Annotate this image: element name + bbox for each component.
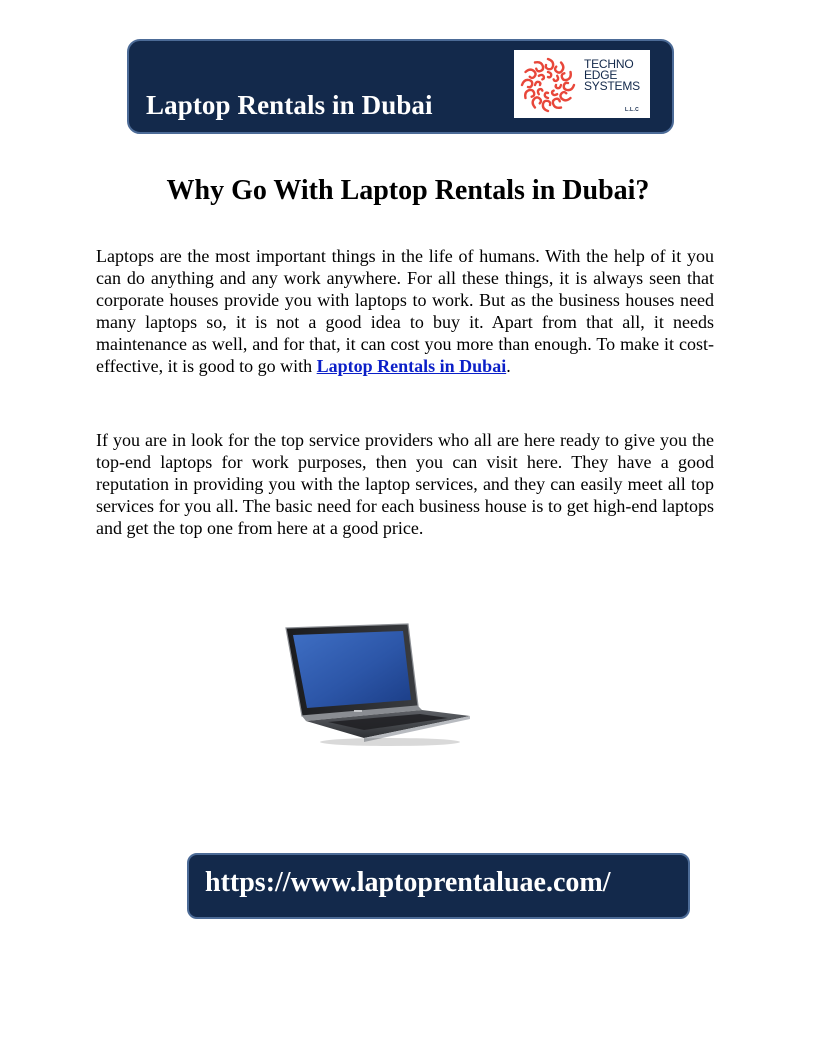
- logo-wordmark: [584, 59, 640, 92]
- laptop-icon: [280, 620, 472, 748]
- header-banner: [127, 39, 674, 134]
- paragraph-intro-end: .: [506, 356, 511, 377]
- laptop-rentals-link[interactable]: Laptop Rentals in Dubai: [316, 356, 507, 377]
- website-url-link[interactable]: https://www.laptoprentaluae.com/: [205, 867, 611, 898]
- logo-line-3: SYSTEMS: [584, 79, 640, 93]
- company-logo: [514, 50, 650, 118]
- logo-line-2: EDGE: [584, 68, 618, 82]
- paragraph-intro: [96, 245, 714, 378]
- logo-line-1: TECHNO: [584, 57, 634, 71]
- footer-url-banner: [187, 853, 690, 919]
- paragraph-service-providers: If you are in look for the top service providers who all are here ready to give you the top-end laptops for work purposes, then you can visit here. They have a good reputation in providing you with the laptop services, and they can easily meet all top services for you all. The basic need for each business house is to get high-end laptops and get the top one from here at a good price.: [96, 430, 714, 539]
- page-title: Why Go With Laptop Rentals in Dubai?: [166, 175, 650, 206]
- paragraph-intro-text: Laptops are the most important things in the life of humans. With the help of it you can do anything and any work anywhere. For all these things, it is always seen that corporate houses provide you with laptops to work. But as the business houses need many laptops so, it is not a good idea to buy it. Apart from that all, it needs maintenance as well, and for that, it can cost you more than enough. To make it cost-effective, it is good to go with: [96, 246, 714, 377]
- header-title: Laptop Rentals in Dubai: [146, 90, 433, 120]
- logo-suffix: L.L.C: [625, 107, 639, 113]
- techno-edge-swirl-logo-icon: [519, 56, 577, 114]
